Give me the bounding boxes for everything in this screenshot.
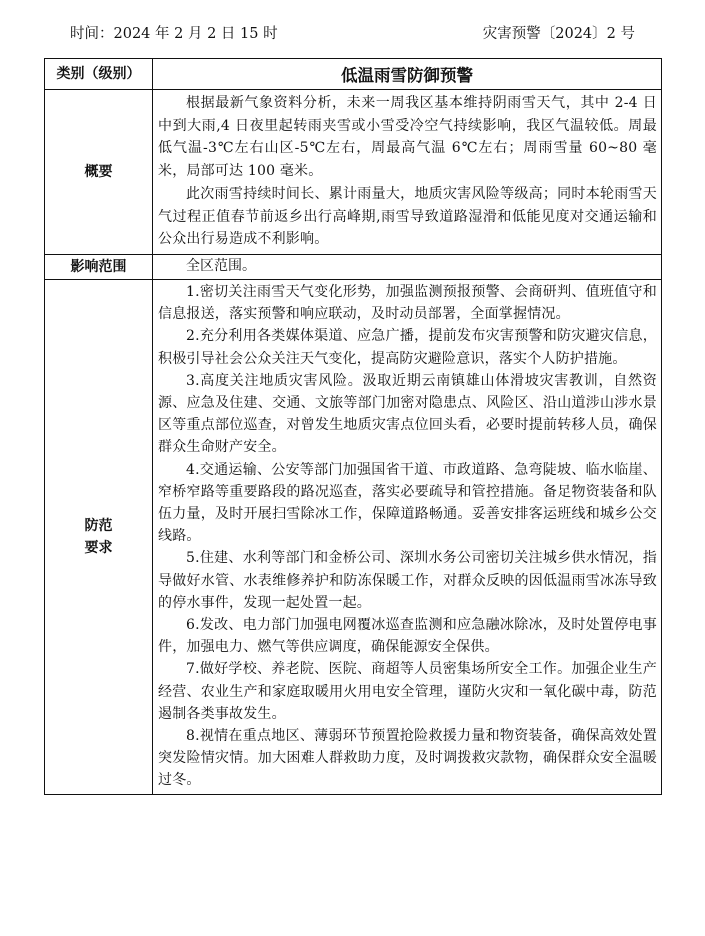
scope-content bbox=[153, 254, 662, 279]
scope-text: 全区范围。 bbox=[186, 258, 256, 275]
overview-paragraph: 此次雨雪持续时间长、累计雨量大，地质灾害风险等级高；同时本轮雨雪天气过程正值春节前返乡出行高峰期,雨雪导致道路湿滑和低能见度对交通运输和公众出行易造成不利影响。 bbox=[158, 185, 657, 248]
requirement-item: 2.充分利用各类媒体渠道、应急广播，提前发布灾害预警和防灾避灾信息，积极引导社会公众关注天气变化，提高防灾避险意识，落实个人防护措施。 bbox=[158, 328, 657, 367]
warning-title: 低温雨雪防御预警 bbox=[153, 59, 662, 90]
requirement-item: 7.做好学校、养老院、医院、商超等人员密集场所安全工作。加强企业生产经营、农业生产和家庭取暖用火用电安全管理，谨防火灾和一氧化碳中毒，防范遏制各类事故发生。 bbox=[158, 661, 657, 722]
requirement-item: 4.交通运输、公安等部门加强国省干道、市政道路、急弯陡坡、临水临崖、窄桥窄路等重要路段的路况巡查，落实必要疏导和管控措施。备足物资装备和队伍力量，及时开展扫雪除冰工作，保障道路畅通。妥善安排客运班线和城乡公交线路。 bbox=[158, 461, 657, 545]
table-header-row bbox=[45, 59, 662, 90]
requirement-item: 1.密切关注雨雪天气变化形势，加强监测预报预警、会商研判、值班值守和信息报送，落实预警和响应联动，及时动员部署，全面掌握情况。 bbox=[158, 283, 657, 323]
issued-time: 时间：2024 年 2 月 2 日 15 时 bbox=[70, 26, 278, 42]
scope-label: 影响范围 bbox=[45, 254, 153, 279]
scope-row bbox=[45, 254, 662, 279]
document-header bbox=[70, 22, 635, 46]
document-number: 灾害预警〔2024〕2 号 bbox=[482, 26, 635, 42]
requirements-content bbox=[153, 279, 662, 794]
overview-content bbox=[153, 90, 662, 255]
category-header: 类别（级别） bbox=[45, 59, 153, 90]
overview-paragraph: 根据最新气象资料分析，未来一周我区基本维持阴雨雪天气，其中 2-4 日中到大雨,4 日夜里起转雨夹雪或小雪受冷空气持续影响，我区气温较低。周最低气温-3℃左右山区-5℃左右，周最高气温 6℃左右；周雨雪量 60~80 毫米，局部可达 100 毫米。 bbox=[158, 95, 657, 180]
requirements-label bbox=[45, 279, 153, 794]
overview-row bbox=[45, 90, 662, 255]
requirement-item: 3.高度关注地质灾害风险。汲取近期云南镇雄山体滑坡灾害教训，自然资源、应急及住建、交通、文旅等部门加密对隐患点、风险区、沿山道涉山涉水景区等重点部位巡查，对曾发生地质灾害点位回头看，必要时提前转移人员，确保群众生命财产安全。 bbox=[158, 372, 657, 456]
requirements-label-line: 要求 bbox=[84, 539, 113, 556]
overview-label: 概要 bbox=[45, 90, 153, 255]
requirement-item: 6.发改、电力部门加强电网覆冰巡查监测和应急融冰除冰，及时处置停电事件，加强电力、燃气等供应调度，确保能源安全保供。 bbox=[158, 616, 657, 656]
requirements-row bbox=[45, 279, 662, 794]
warning-table bbox=[44, 58, 662, 795]
requirement-item: 5.住建、水利等部门和金桥公司、深圳水务公司密切关注城乡供水情况，指导做好水管、水表维修养护和防冻保暖工作，对群众反映的因低温雨雪冰冻导致的停水事件，发现一起处置一起。 bbox=[158, 550, 657, 611]
requirements-label-line: 防范 bbox=[84, 517, 113, 534]
requirement-item: 8.视情在重点地区、薄弱环节预置抢险救援力量和物资装备，确保高效处置突发险情灾情。加大困难人群救助力度，及时调拨救灾款物，确保群众安全温暖过冬。 bbox=[158, 727, 657, 789]
